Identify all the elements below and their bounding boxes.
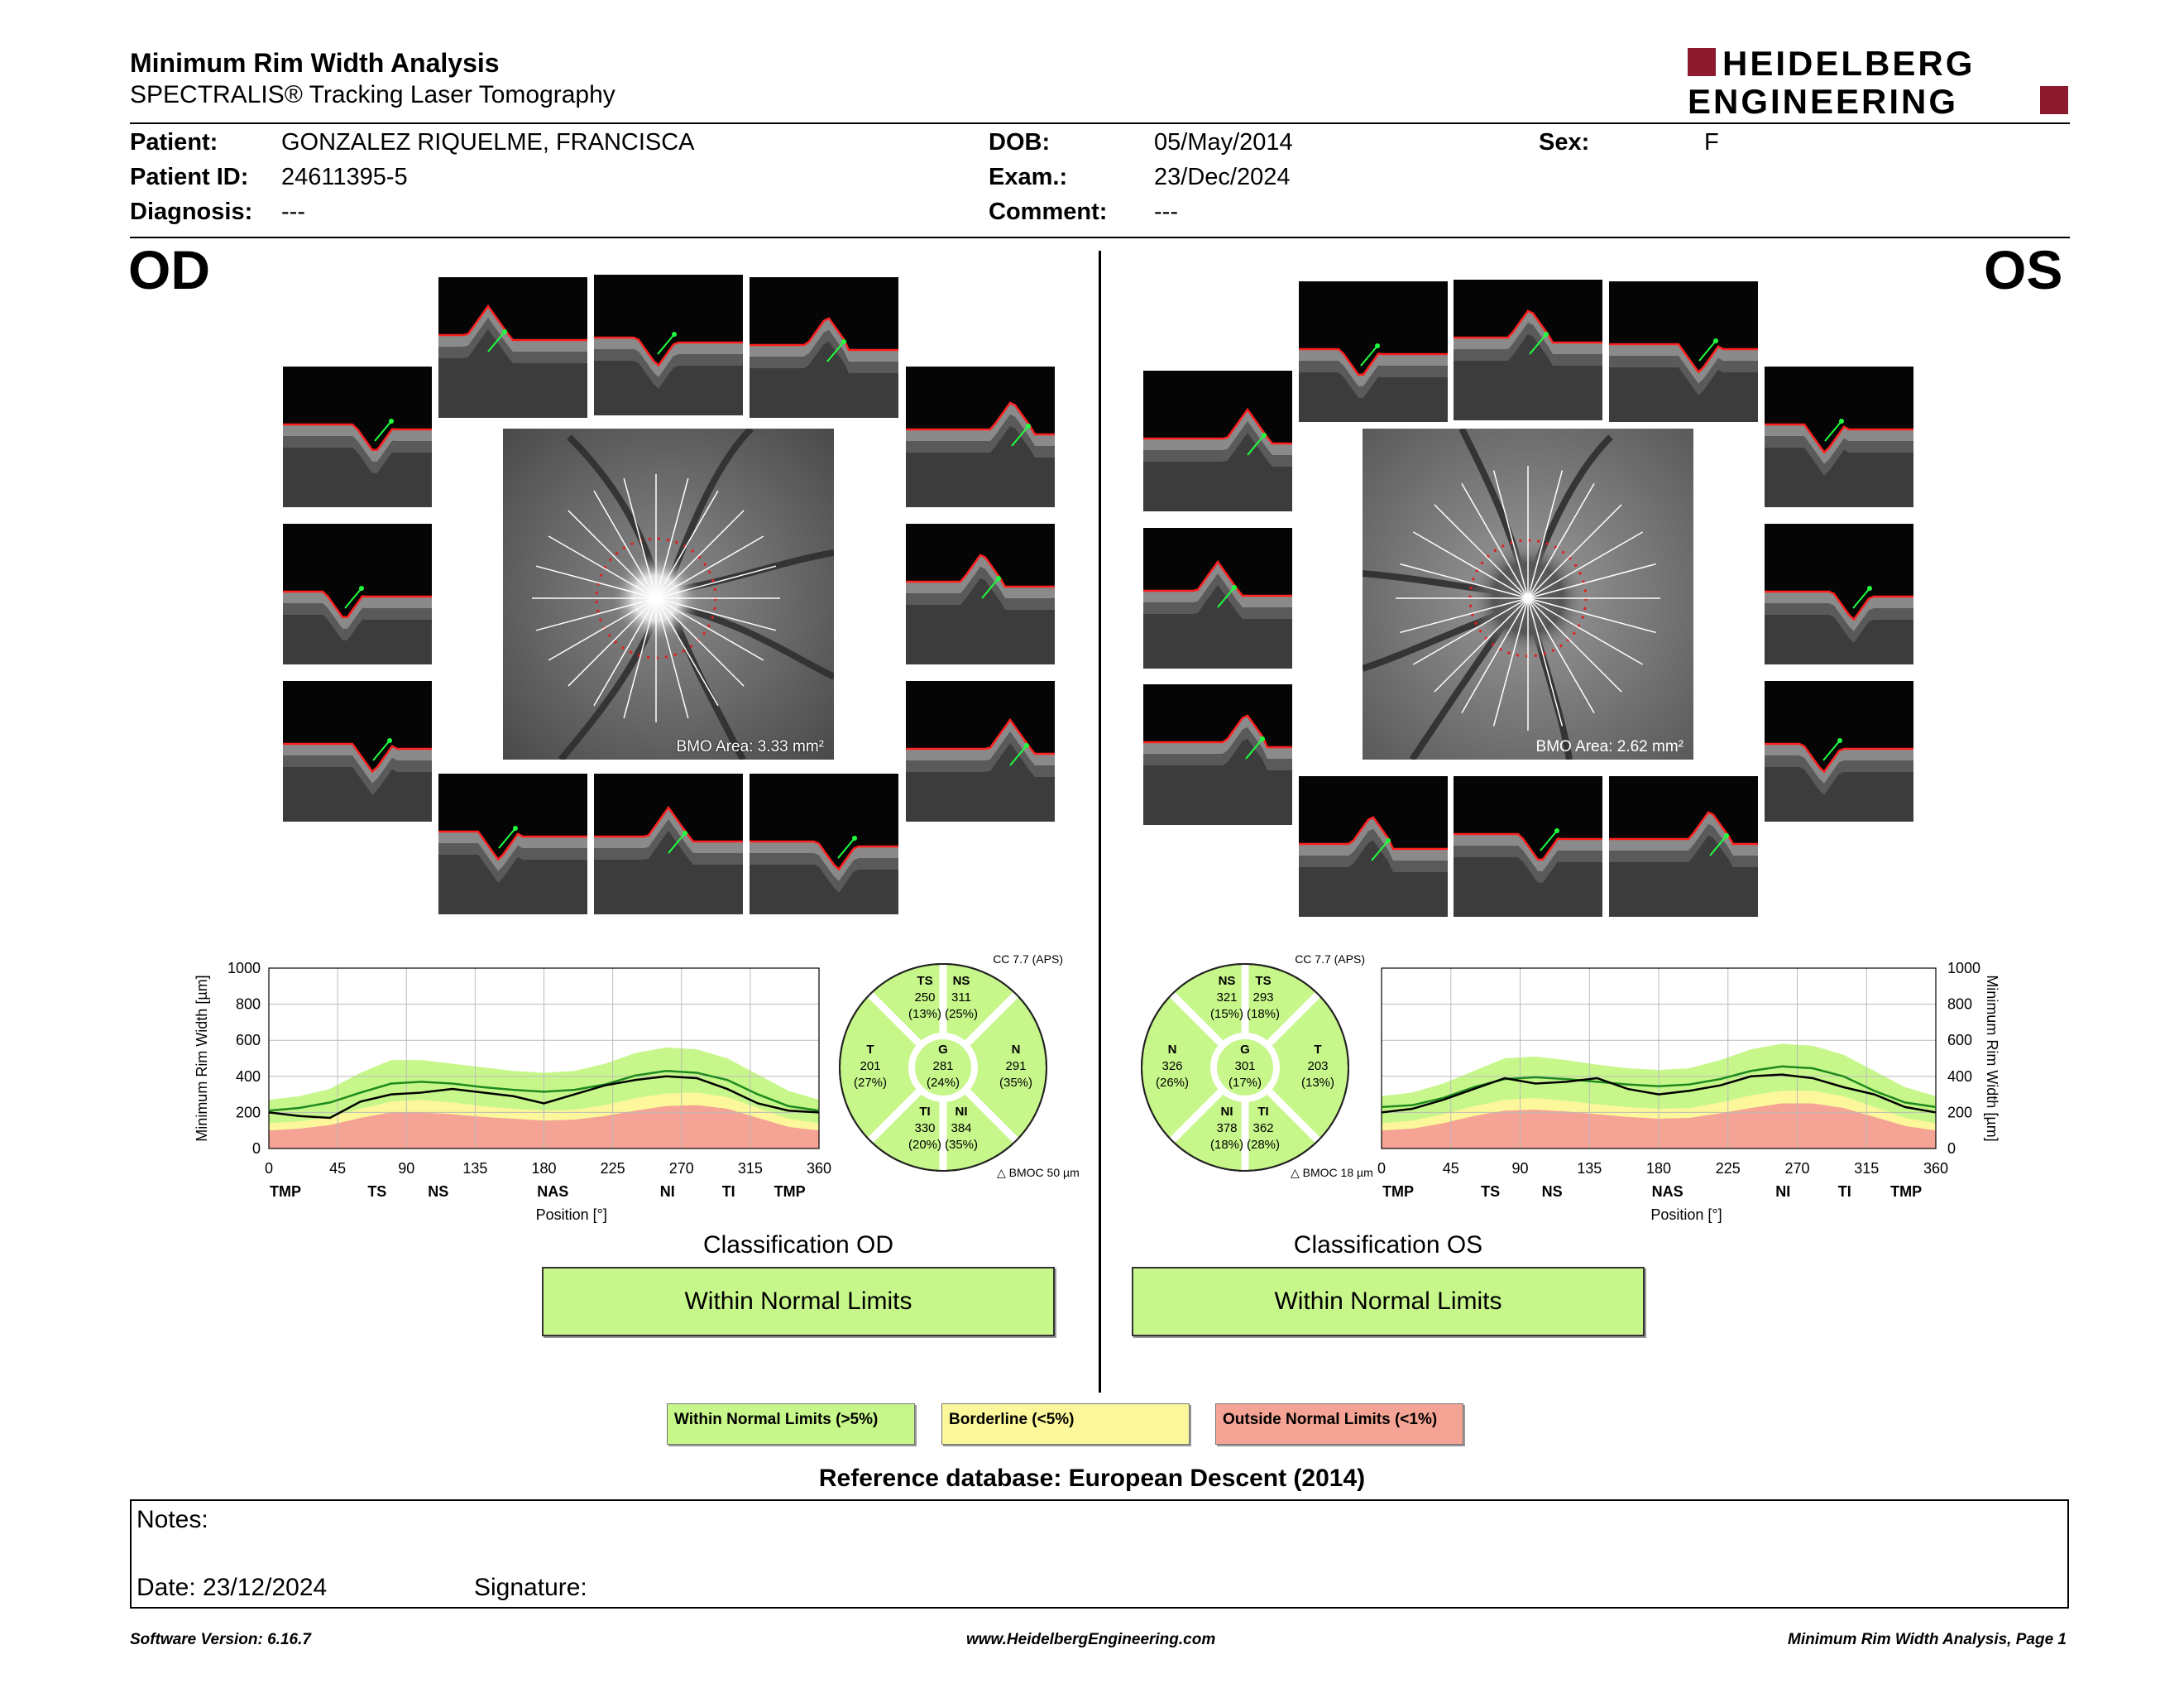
od-sector-diagram: [836, 952, 1084, 1183]
y-axis-label: Minimum Rim Width [µm]: [1984, 975, 2000, 1142]
x-tick-label: 360: [806, 1160, 832, 1177]
signature-label: Signature:: [474, 1574, 587, 1601]
x-tick-label: 360: [1923, 1160, 1949, 1177]
sector-label: TS: [1481, 1183, 1501, 1200]
sector-g-text: (17%): [1228, 1076, 1262, 1090]
od-oct-scan-3: [750, 277, 898, 418]
svg-text:HEIDELBERG: HEIDELBERG: [1722, 45, 1976, 83]
legend-borderline: Borderline (<5%): [941, 1403, 1190, 1445]
svg-text:ENGINEERING: ENGINEERING: [1688, 82, 1959, 119]
os-classification-title: Classification OS: [1293, 1231, 1483, 1259]
heidelberg-logo: [1688, 45, 2068, 119]
x-axis-label: Position [°]: [535, 1206, 607, 1223]
x-tick-label: 270: [1784, 1160, 1810, 1177]
od-oct-scan-9: [906, 681, 1055, 822]
os-oct-scan-3: [1609, 281, 1758, 422]
od-bmoc-label: △ BMOC 50 µm: [997, 1166, 1080, 1179]
sex-value: F: [1704, 129, 1719, 156]
od-oct-scan-12: [750, 774, 898, 914]
sector-label: TMP: [1382, 1183, 1414, 1200]
sector-ni-text: 378: [1216, 1121, 1238, 1135]
sector-label: TMP: [1890, 1183, 1923, 1200]
os-oct-scan-6: [1143, 528, 1292, 669]
os-oct-scan-2: [1454, 280, 1602, 420]
sector-ni-text: (18%): [1209, 1138, 1244, 1152]
os-cc-label: CC 7.7 (APS): [1295, 952, 1365, 966]
od-oct-scan-2: [594, 275, 743, 415]
sector-ts-text: 293: [1252, 990, 1274, 1005]
od-oct-scan-10: [438, 774, 587, 914]
exam-label: Exam.:: [989, 164, 1068, 190]
y-tick-label: 800: [235, 995, 261, 1013]
sector-g-text: G: [938, 1043, 948, 1057]
sector-g-text: 301: [1234, 1059, 1256, 1073]
header-rule: [130, 122, 2070, 124]
y-axis-label: Minimum Rim Width [µm]: [194, 975, 210, 1142]
sector-n-text: N: [1011, 1043, 1021, 1057]
y-tick-label: 1000: [1947, 960, 1981, 976]
sector-ni-text: NI: [1220, 1105, 1233, 1119]
od-eye-label: OD: [128, 239, 210, 300]
y-tick-label: 600: [235, 1032, 261, 1049]
sex-label: Sex:: [1539, 129, 1590, 156]
x-tick-label: 225: [1715, 1160, 1741, 1177]
os-oct-scan-9: [1765, 681, 1913, 822]
x-tick-label: 270: [668, 1160, 694, 1177]
x-tick-label: 315: [1854, 1160, 1880, 1177]
y-tick-label: 600: [1947, 1032, 1973, 1049]
sector-n-text: 291: [1005, 1059, 1027, 1073]
sector-label: NS: [1541, 1183, 1563, 1200]
os-oct-scan-7: [1765, 524, 1913, 664]
x-tick-label: 45: [329, 1160, 347, 1177]
x-tick-label: 225: [600, 1160, 625, 1177]
sector-t-text: 203: [1307, 1059, 1329, 1073]
sector-n-text: (35%): [999, 1076, 1033, 1090]
sector-g-text: G: [1240, 1043, 1250, 1057]
notes-box[interactable]: [130, 1499, 2069, 1609]
sector-label: NAS: [537, 1183, 569, 1200]
od-classification-title: Classification OD: [702, 1231, 894, 1259]
y-tick-label: 0: [251, 1140, 261, 1157]
page-footer: Minimum Rim Width Analysis, Page 1: [1788, 1631, 2067, 1648]
os-bmoc-label: △ BMOC 18 µm: [1291, 1166, 1373, 1179]
os-classification-box: Within Normal Limits: [1132, 1267, 1645, 1336]
date-label: Date: 23/12/2024: [136, 1574, 328, 1601]
exam-value: 23/Dec/2024: [1154, 164, 1291, 190]
sector-t-text: T: [1314, 1043, 1322, 1057]
patient-name: GONZALEZ RIQUELME, FRANCISCA: [281, 129, 695, 156]
os-oct-scan-5: [1765, 367, 1913, 507]
os-fundus-image: [1363, 429, 1693, 760]
diagnosis-value: ---: [281, 199, 305, 225]
x-axis-label: Position [°]: [1650, 1206, 1722, 1223]
comment-value: ---: [1154, 199, 1178, 225]
x-tick-label: 180: [1645, 1160, 1672, 1177]
sector-ni-text: (35%): [944, 1138, 979, 1152]
x-tick-label: 45: [1442, 1160, 1459, 1177]
legend-normal: Within Normal Limits (>5%): [667, 1403, 915, 1445]
od-cc-label: CC 7.7 (APS): [993, 952, 1063, 966]
os-oct-scan-4: [1143, 371, 1292, 511]
od-oct-scan-8: [283, 681, 432, 822]
x-tick-label: 90: [1511, 1160, 1529, 1177]
sector-ns-text: 311: [951, 990, 971, 1005]
report-title: Minimum Rim Width Analysis: [130, 48, 500, 78]
od-oct-scan-6: [283, 524, 432, 664]
x-tick-label: 315: [737, 1160, 763, 1177]
os-oct-scan-8: [1143, 684, 1292, 825]
sector-n-text: 326: [1161, 1059, 1183, 1073]
sector-label: NI: [659, 1183, 675, 1200]
y-tick-label: 200: [1947, 1104, 1973, 1121]
sector-label: TMP: [270, 1183, 301, 1200]
os-oct-scan-11: [1454, 776, 1602, 917]
sector-label: NI: [1775, 1183, 1791, 1200]
od-oct-scan-11: [594, 774, 743, 914]
legend-outside: Outside Normal Limits (<1%): [1215, 1403, 1463, 1445]
od-oct-scan-7: [906, 524, 1055, 664]
od-oct-scan-5: [906, 367, 1055, 507]
sector-ns-text: 321: [1216, 990, 1238, 1005]
website-link[interactable]: www.HeidelbergEngineering.com: [966, 1631, 1216, 1648]
patient-id: 24611395-5: [281, 164, 408, 190]
os-mrw-chart: [1357, 952, 2002, 1233]
sector-t-text: 201: [860, 1059, 881, 1073]
dob-label: DOB:: [989, 129, 1051, 156]
x-tick-label: 135: [1577, 1160, 1602, 1177]
od-oct-scan-1: [438, 277, 587, 418]
os-eye-label: OS: [1984, 239, 2063, 300]
software-version: Software Version: 6.16.7: [130, 1631, 311, 1648]
sector-t-text: T: [866, 1043, 874, 1057]
center-divider: [1099, 251, 1101, 1393]
sector-ts-text: TS: [917, 974, 933, 988]
sector-ti-text: 330: [914, 1121, 936, 1135]
notes-label: Notes:: [136, 1506, 208, 1533]
sector-ts-text: (13%): [908, 1007, 942, 1021]
dob-value: 05/May/2014: [1154, 129, 1293, 156]
sector-ns-text: NS: [952, 974, 970, 988]
y-tick-label: 0: [1947, 1140, 1956, 1157]
x-tick-label: 180: [531, 1160, 557, 1177]
sector-t-text: (13%): [1300, 1076, 1335, 1090]
x-tick-label: 135: [462, 1160, 488, 1177]
sector-ns-text: (25%): [944, 1007, 979, 1021]
os-bmo-area: BMO Area: 2.62 mm²: [1535, 738, 1684, 755]
od-bmo-area: BMO Area: 3.33 mm²: [676, 738, 824, 755]
sector-n-text: N: [1167, 1043, 1177, 1057]
os-oct-scan-12: [1609, 776, 1758, 917]
y-tick-label: 800: [1947, 995, 1973, 1013]
sector-ni-text: NI: [955, 1105, 968, 1119]
os-oct-scan-10: [1299, 776, 1448, 917]
patient-id-label: Patient ID:: [130, 164, 249, 190]
sector-g-text: 281: [932, 1059, 954, 1073]
y-tick-label: 400: [1947, 1067, 1973, 1085]
sector-label: TI: [721, 1183, 735, 1200]
sector-ti-text: TI: [919, 1105, 931, 1119]
y-tick-label: 200: [235, 1104, 261, 1121]
sector-ts-text: (18%): [1246, 1007, 1281, 1021]
od-classification-box: Within Normal Limits: [542, 1267, 1055, 1336]
sector-g-text: (24%): [926, 1076, 960, 1090]
od-fundus-image: [503, 429, 834, 760]
sector-label: NS: [428, 1183, 449, 1200]
sector-ti-text: (28%): [1246, 1138, 1281, 1152]
sector-label: TI: [1837, 1183, 1851, 1200]
od-oct-scan-4: [283, 367, 432, 507]
comment-label: Comment:: [989, 199, 1108, 225]
sector-n-text: (26%): [1155, 1076, 1190, 1090]
diagnosis-label: Diagnosis:: [130, 199, 253, 225]
sector-ni-text: 384: [951, 1121, 972, 1135]
sector-ts-text: 250: [914, 990, 936, 1005]
sector-label: NAS: [1651, 1183, 1684, 1200]
sector-t-text: (27%): [853, 1076, 888, 1090]
patient-rule: [130, 237, 2070, 238]
y-tick-label: 1000: [227, 960, 261, 976]
od-mrw-chart: [190, 952, 836, 1233]
x-tick-label: 0: [1377, 1160, 1387, 1177]
x-tick-label: 90: [398, 1160, 415, 1177]
sector-ti-text: TI: [1257, 1105, 1269, 1119]
patient-label: Patient:: [130, 129, 218, 156]
os-sector-diagram: [1138, 952, 1386, 1183]
reference-database: Reference database: European Descent (2014): [818, 1465, 1366, 1492]
sector-ns-text: NS: [1218, 974, 1236, 988]
sector-ti-text: (20%): [908, 1138, 942, 1152]
os-oct-scan-1: [1299, 281, 1448, 422]
x-tick-label: 0: [264, 1160, 274, 1177]
sector-ti-text: 362: [1252, 1121, 1274, 1135]
sector-ns-text: (15%): [1209, 1007, 1244, 1021]
y-tick-label: 400: [235, 1067, 261, 1085]
sector-label: TMP: [774, 1183, 806, 1200]
sector-ts-text: TS: [1255, 974, 1272, 988]
sector-label: TS: [367, 1183, 387, 1200]
report-subtitle: SPECTRALIS® Tracking Laser Tomography: [130, 81, 615, 108]
